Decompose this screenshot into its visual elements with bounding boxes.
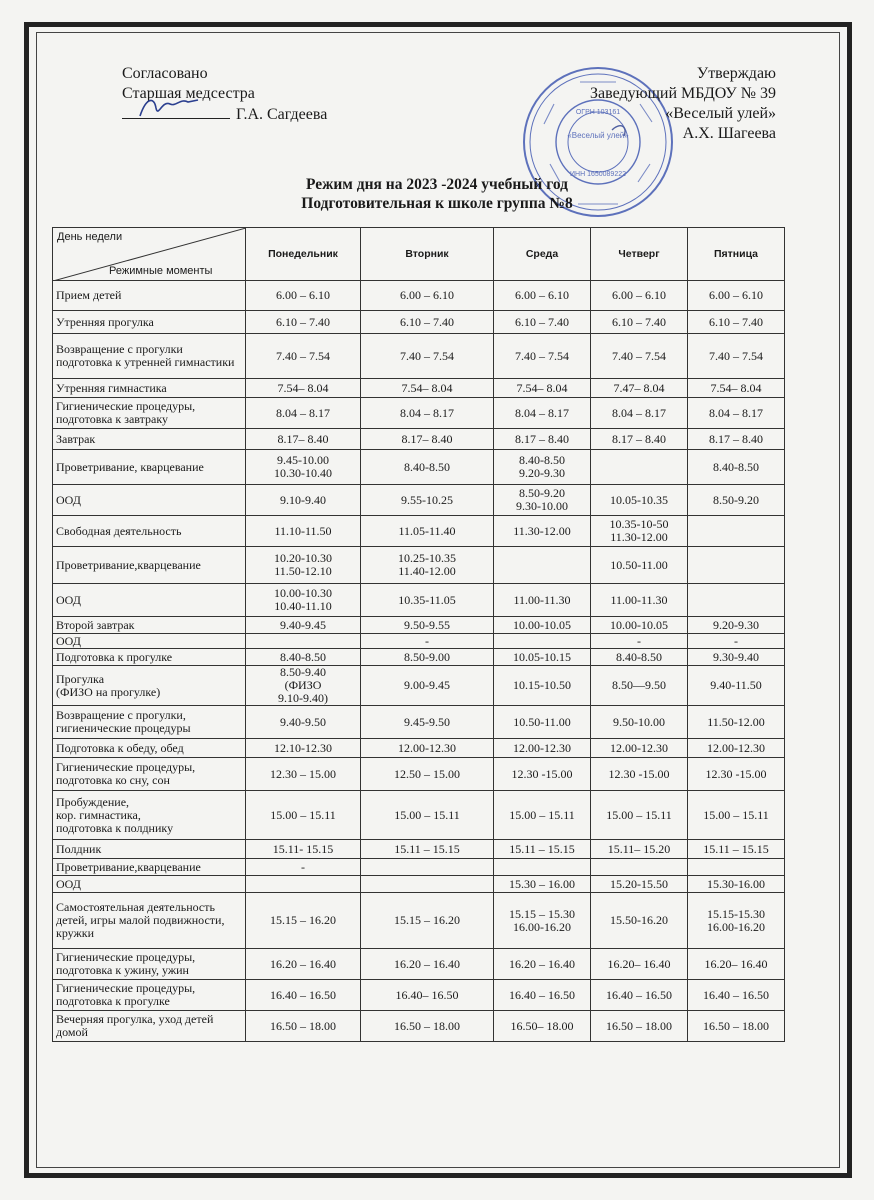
table-row: [53, 859, 785, 876]
time-cell: 6.10 – 7.40: [494, 311, 591, 334]
table-row: [53, 980, 785, 1011]
time-cell: 16.50 – 18.00: [361, 1011, 494, 1042]
time-cell: 7.54– 8.04: [688, 379, 785, 398]
table-row: [53, 547, 785, 584]
time-cell: [591, 450, 688, 485]
time-cell: 15.11 – 15.15: [688, 840, 785, 859]
time-cell: 15.15 – 16.20: [361, 893, 494, 949]
time-cell: 15.11- 15.15: [246, 840, 361, 859]
time-cell: 12.00-12.30: [688, 739, 785, 758]
regime-moment-cell: Завтрак: [53, 429, 246, 450]
time-cell: 15.15-15.30 16.00-16.20: [688, 893, 785, 949]
table-row: [53, 649, 785, 666]
time-cell: 15.11 – 15.15: [361, 840, 494, 859]
table-row: [53, 706, 785, 739]
table-row: [53, 429, 785, 450]
table-row: [53, 791, 785, 840]
regime-moment-cell: Проветривание, кварцевание: [53, 450, 246, 485]
regime-moment-cell: ООД: [53, 876, 246, 893]
table-row: [53, 281, 785, 311]
time-cell: 16.50 – 18.00: [591, 1011, 688, 1042]
time-cell: 16.20– 16.40: [591, 949, 688, 980]
day-header: Пятница: [688, 228, 785, 281]
time-cell: [591, 859, 688, 876]
time-cell: [361, 876, 494, 893]
time-cell: -: [688, 634, 785, 649]
time-cell: 8.17 – 8.40: [494, 429, 591, 450]
time-cell: -: [591, 634, 688, 649]
time-cell: 10.35-11.05: [361, 584, 494, 617]
time-cell: 7.40 – 7.54: [246, 334, 361, 379]
time-cell: 9.40-9.45: [246, 617, 361, 634]
time-cell: 8.50-9.00: [361, 649, 494, 666]
day-header: Вторник: [361, 228, 494, 281]
time-cell: 8.40-8.50 9.20-9.30: [494, 450, 591, 485]
corner-header-cell: [53, 228, 246, 281]
time-cell: 12.30 -15.00: [688, 758, 785, 791]
time-cell: 10.05-10.15: [494, 649, 591, 666]
time-cell: 9.40-11.50: [688, 666, 785, 706]
time-cell: 7.40 – 7.54: [591, 334, 688, 379]
time-cell: 12.30 -15.00: [494, 758, 591, 791]
time-cell: 6.10 – 7.40: [361, 311, 494, 334]
time-cell: 16.20 – 16.40: [361, 949, 494, 980]
time-cell: 7.47– 8.04: [591, 379, 688, 398]
time-cell: 9.20-9.30: [688, 617, 785, 634]
time-cell: 16.20 – 16.40: [494, 949, 591, 980]
agreed-label: Согласовано: [122, 65, 208, 82]
table-row: [53, 311, 785, 334]
time-cell: 12.00-12.30: [361, 739, 494, 758]
day-header: Четверг: [591, 228, 688, 281]
time-cell: 10.50-11.00: [494, 706, 591, 739]
org-name: «Веселый улей»: [665, 105, 776, 122]
regime-moment-cell: Проветривание,кварцевание: [53, 859, 246, 876]
table-row: [53, 379, 785, 398]
time-cell: 6.10 – 7.40: [688, 311, 785, 334]
table-row: [53, 450, 785, 485]
time-cell: 6.10 – 7.40: [246, 311, 361, 334]
time-cell: 16.50 – 18.00: [246, 1011, 361, 1042]
time-cell: 8.40-8.50: [591, 649, 688, 666]
time-cell: 10.00-10.05: [494, 617, 591, 634]
head-position: Заведующий МБДОУ № 39: [590, 85, 776, 102]
corner-day-label: День недели: [57, 231, 123, 243]
time-cell: 15.00 – 15.11: [494, 791, 591, 840]
nurse-position: Старшая медсестра: [122, 85, 255, 102]
regime-moment-cell: Возвращение с прогулки, гигиенические процедуры: [53, 706, 246, 739]
time-cell: 16.40– 16.50: [361, 980, 494, 1011]
document-subtitle: Подготовительная к школе группа №8: [301, 195, 573, 212]
time-cell: 6.00 – 6.10: [688, 281, 785, 311]
time-cell: [494, 859, 591, 876]
table-row: [53, 485, 785, 516]
time-cell: 15.30 – 16.00: [494, 876, 591, 893]
time-cell: 7.54– 8.04: [494, 379, 591, 398]
time-cell: 9.10-9.40: [246, 485, 361, 516]
time-cell: 10.20-10.30 11.50-12.10: [246, 547, 361, 584]
table-row: [53, 334, 785, 379]
time-cell: 16.40 – 16.50: [688, 980, 785, 1011]
time-cell: 8.50-9.40 (ФИЗО 9.10-9.40): [246, 666, 361, 706]
time-cell: 11.50-12.00: [688, 706, 785, 739]
seal-inn: ИНН 1650089222: [569, 171, 627, 178]
table-row: [53, 739, 785, 758]
time-cell: 12.10-12.30: [246, 739, 361, 758]
regime-moment-cell: Гигиенические процедуры, подготовка к ужину, ужин: [53, 949, 246, 980]
time-cell: 8.17– 8.40: [246, 429, 361, 450]
table-row: [53, 893, 785, 949]
time-cell: 8.17– 8.40: [361, 429, 494, 450]
time-cell: 7.54– 8.04: [246, 379, 361, 398]
time-cell: -: [246, 859, 361, 876]
time-cell: 8.40-8.50: [361, 450, 494, 485]
table-row: [53, 666, 785, 706]
regime-moment-cell: Гигиенические процедуры, подготовка к прогулке: [53, 980, 246, 1011]
time-cell: 11.10-11.50: [246, 516, 361, 547]
time-cell: 8.04 – 8.17: [246, 398, 361, 429]
signature-icon: [122, 104, 230, 119]
time-cell: 9.00-9.45: [361, 666, 494, 706]
day-header: Среда: [494, 228, 591, 281]
regime-moment-cell: ООД: [53, 634, 246, 649]
table-row: [53, 634, 785, 649]
time-cell: 7.40 – 7.54: [688, 334, 785, 379]
nurse-name: Г.А. Сагдеева: [236, 106, 328, 123]
time-cell: 9.30-9.40: [688, 649, 785, 666]
regime-moment-cell: Самостоятельная деятельность детей, игры малой подвижности, кружки: [53, 893, 246, 949]
time-cell: 10.50-11.00: [591, 547, 688, 584]
time-cell: 10.00-10.30 10.40-11.10: [246, 584, 361, 617]
regime-moment-cell: Вечерняя прогулка, уход детей домой: [53, 1011, 246, 1042]
time-cell: 7.40 – 7.54: [361, 334, 494, 379]
time-cell: 16.40 – 16.50: [591, 980, 688, 1011]
regime-moment-cell: Утренняя гимнастика: [53, 379, 246, 398]
time-cell: 9.55-10.25: [361, 485, 494, 516]
time-cell: 15.15 – 16.20: [246, 893, 361, 949]
time-cell: 8.04 – 8.17: [591, 398, 688, 429]
regime-moment-cell: Свободная деятельность: [53, 516, 246, 547]
time-cell: 15.15 – 15.30 16.00-16.20: [494, 893, 591, 949]
time-cell: 15.20-15.50: [591, 876, 688, 893]
time-cell: 6.00 – 6.10: [591, 281, 688, 311]
time-cell: [688, 516, 785, 547]
regime-moment-cell: Пробуждение, кор. гимнастика, подготовка к полднику: [53, 791, 246, 840]
day-header: Понедельник: [246, 228, 361, 281]
schedule-table: [52, 227, 785, 1042]
table-row: [53, 949, 785, 980]
time-cell: 8.04 – 8.17: [688, 398, 785, 429]
time-cell: 15.11– 15.20: [591, 840, 688, 859]
regime-moment-cell: Утренняя прогулка: [53, 311, 246, 334]
time-cell: 12.30 -15.00: [591, 758, 688, 791]
time-cell: 15.00 – 15.11: [246, 791, 361, 840]
time-cell: 8.40-8.50: [688, 450, 785, 485]
regime-moment-cell: Полдник: [53, 840, 246, 859]
time-cell: 7.54– 8.04: [361, 379, 494, 398]
table-row: [53, 398, 785, 429]
approval-left-block: [122, 64, 327, 125]
approval-right-block: [590, 64, 776, 144]
regime-moment-cell: Прием детей: [53, 281, 246, 311]
table-row: [53, 758, 785, 791]
time-cell: 8.17 – 8.40: [688, 429, 785, 450]
time-cell: 15.30-16.00: [688, 876, 785, 893]
table-header-row: [53, 228, 785, 281]
regime-moment-cell: Подготовка к прогулке: [53, 649, 246, 666]
regime-moment-cell: Возвращение с прогулки подготовка к утренней гимнастики: [53, 334, 246, 379]
time-cell: 10.35-10-50 11.30-12.00: [591, 516, 688, 547]
regime-moment-cell: Гигиенические процедуры, подготовка к завтраку: [53, 398, 246, 429]
document-title: Режим дня на 2023 -2024 учебный год: [305, 176, 568, 193]
time-cell: 8.17 – 8.40: [591, 429, 688, 450]
time-cell: 15.50-16.20: [591, 893, 688, 949]
time-cell: 15.00 – 15.11: [591, 791, 688, 840]
time-cell: 12.00-12.30: [494, 739, 591, 758]
time-cell: 6.00 – 6.10: [246, 281, 361, 311]
time-cell: 16.50– 18.00: [494, 1011, 591, 1042]
time-cell: 16.20 – 16.40: [246, 949, 361, 980]
table-row: [53, 876, 785, 893]
time-cell: 11.05-11.40: [361, 516, 494, 547]
corner-moments-label: Режимные моменты: [109, 265, 213, 277]
seal-center-text: «Веселый улей»: [567, 131, 629, 140]
time-cell: 10.05-10.35: [591, 485, 688, 516]
table-row: [53, 516, 785, 547]
table-row: [53, 584, 785, 617]
time-cell: 8.04 – 8.17: [494, 398, 591, 429]
regime-moment-cell: ООД: [53, 584, 246, 617]
time-cell: 9.50-9.55: [361, 617, 494, 634]
time-cell: [246, 876, 361, 893]
time-cell: 8.50—9.50: [591, 666, 688, 706]
regime-moment-cell: Гигиенические процедуры, подготовка ко сну, сон: [53, 758, 246, 791]
seal-ogrn: ОГРН 103161: [575, 109, 621, 116]
time-cell: 11.00-11.30: [494, 584, 591, 617]
time-cell: 12.00-12.30: [591, 739, 688, 758]
time-cell: 15.00 – 15.11: [361, 791, 494, 840]
time-cell: 8.04 – 8.17: [361, 398, 494, 429]
time-cell: 10.15-10.50: [494, 666, 591, 706]
time-cell: 9.45-10.00 10.30-10.40: [246, 450, 361, 485]
time-cell: [494, 634, 591, 649]
time-cell: [688, 584, 785, 617]
table-row: [53, 617, 785, 634]
approve-label: Утверждаю: [696, 65, 776, 82]
time-cell: 8.40-8.50: [246, 649, 361, 666]
time-cell: -: [361, 634, 494, 649]
time-cell: 12.50 – 15.00: [361, 758, 494, 791]
time-cell: 6.00 – 6.10: [361, 281, 494, 311]
time-cell: 12.30 – 15.00: [246, 758, 361, 791]
time-cell: 10.25-10.35 11.40-12.00: [361, 547, 494, 584]
time-cell: 10.00-10.05: [591, 617, 688, 634]
time-cell: 8.50-9.20 9.30-10.00: [494, 485, 591, 516]
table-row: [53, 840, 785, 859]
time-cell: 15.11 – 15.15: [494, 840, 591, 859]
regime-moment-cell: Проветривание,кварцевание: [53, 547, 246, 584]
time-cell: 9.40-9.50: [246, 706, 361, 739]
time-cell: 16.40 – 16.50: [494, 980, 591, 1011]
regime-moment-cell: Подготовка к обеду, обед: [53, 739, 246, 758]
time-cell: [494, 547, 591, 584]
table-row: [53, 1011, 785, 1042]
time-cell: [688, 547, 785, 584]
time-cell: 16.40 – 16.50: [246, 980, 361, 1011]
regime-moment-cell: Прогулка (ФИЗО на прогулке): [53, 666, 246, 706]
time-cell: 15.00 – 15.11: [688, 791, 785, 840]
nurse-signature-line: [122, 104, 327, 125]
time-cell: 16.20– 16.40: [688, 949, 785, 980]
time-cell: 6.00 – 6.10: [494, 281, 591, 311]
time-cell: 9.45-9.50: [361, 706, 494, 739]
time-cell: 11.00-11.30: [591, 584, 688, 617]
regime-moment-cell: Второй завтрак: [53, 617, 246, 634]
regime-moment-cell: ООД: [53, 485, 246, 516]
time-cell: 16.50 – 18.00: [688, 1011, 785, 1042]
time-cell: [361, 859, 494, 876]
time-cell: [246, 634, 361, 649]
time-cell: [688, 859, 785, 876]
time-cell: 9.50-10.00: [591, 706, 688, 739]
time-cell: 11.30-12.00: [494, 516, 591, 547]
head-name: А.Х. Шагеева: [682, 125, 776, 142]
time-cell: 6.10 – 7.40: [591, 311, 688, 334]
time-cell: 7.40 – 7.54: [494, 334, 591, 379]
time-cell: 8.50-9.20: [688, 485, 785, 516]
